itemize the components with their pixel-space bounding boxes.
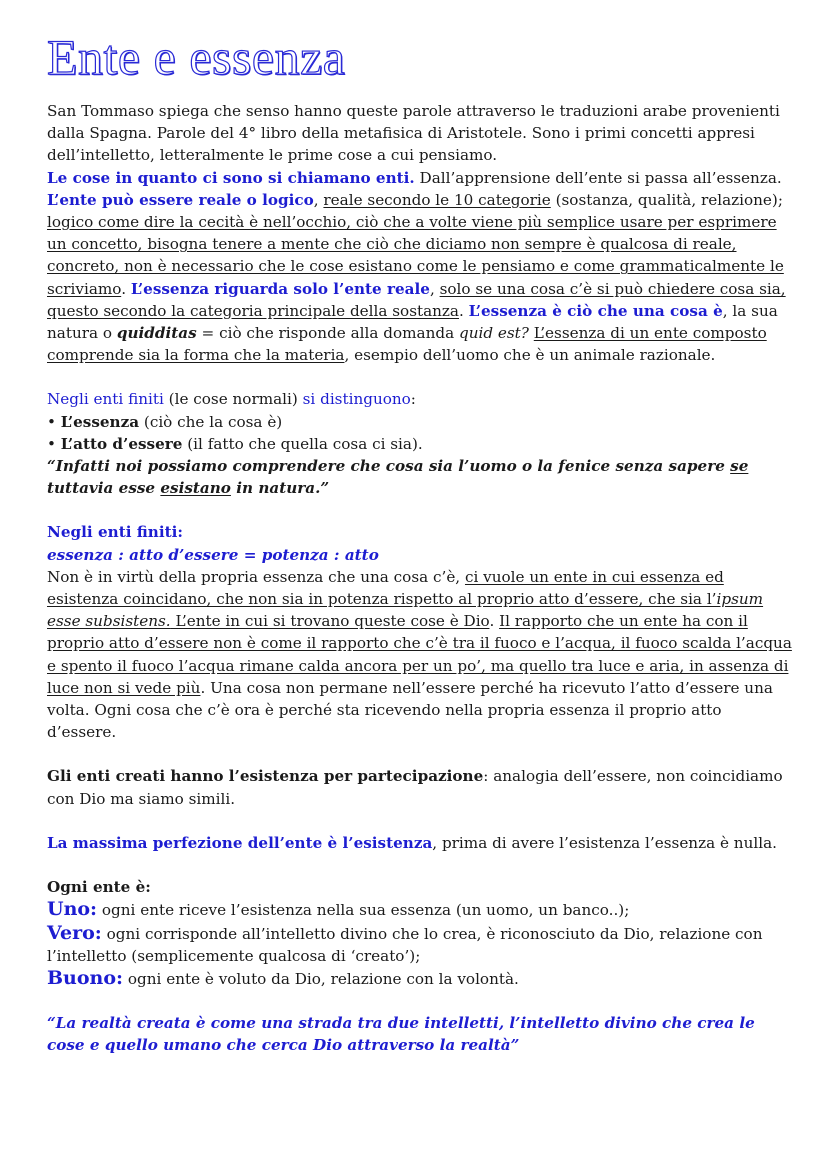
perfezione-blue: La massima perfezione dell’ente è l’esistenza	[47, 833, 433, 852]
quidditas-term: quidditas	[116, 324, 197, 343]
vero-label: Vero:	[47, 921, 102, 944]
quote-underlined: se	[730, 457, 749, 476]
potenza-atto-section	[47, 521, 792, 743]
trascendentale-item	[47, 967, 792, 990]
categorie-list: (sostanza, qualità, relazione);	[550, 190, 783, 209]
buono-text: ogni ente è voluto da Dio, relazione con la volontà.	[123, 969, 519, 988]
punct: .	[459, 301, 469, 320]
intro-paragraph	[47, 100, 792, 366]
section-heading: Negli enti finiti:	[47, 523, 184, 542]
enti-definition: Le cose in quanto ci sono si chiamano enti.	[47, 168, 415, 187]
risponde-text: = ciò che risponde alla domanda	[196, 324, 459, 343]
enti-finiti-label: Negli enti finiti	[47, 390, 164, 409]
trascendentali-section	[47, 876, 792, 990]
natura-text: , la sua natura o	[47, 301, 778, 343]
bullet-bold: L’essenza	[60, 412, 140, 431]
perfezione-paragraph	[47, 832, 792, 854]
quote-underlined: esistano	[160, 479, 231, 498]
partecipazione-paragraph	[47, 765, 792, 809]
fenice-quote	[47, 455, 792, 499]
uno-label: Uno:	[47, 898, 98, 921]
enti-finiti-section	[47, 388, 792, 499]
section-heading: Ogni ente è:	[47, 878, 151, 897]
intro-text: San Tommaso spiega che senso hanno queste parole attraverso le traduzioni arabe provenienti dalla Spagna. Parole del 4° libro della metafisica di Aristotele. Sono i primi concetti appresi dell’intelletto, letteralmente le prime cose a cui pensiamo.	[47, 102, 780, 165]
trascendentale-item	[47, 898, 792, 921]
buono-label: Buono:	[47, 966, 124, 989]
ipsum-esse-term: ipsum esse subsistens.	[47, 590, 764, 631]
si-distinguono: si distinguono	[302, 390, 411, 409]
punct: ,	[429, 279, 440, 298]
closing-quote: “La realtà creata è come una strada tra due intelletti, l’intelletto divino che crea le cose e quello umano che cerca Dio attraverso la realtà”	[47, 1014, 755, 1055]
logico-explanation: logico come dire la cecità è nell’occhio, ciò che a volte viene più semplice usare per esprimere un concetto, bisogna tenere a mente che ciò che diciamo non sempre è qualcosa di reale, concreto, non è necessario che le cose esistano come le pensiamo e come grammaticalmente le scriviamo	[47, 213, 784, 298]
quote-part: in natura.”	[230, 479, 330, 498]
bullet-item	[47, 411, 792, 433]
quote-part: “Infatti noi possiamo comprendere che cosa sia l’uomo o la fenice senza sapere	[47, 457, 731, 476]
punct: :	[410, 390, 416, 409]
trascendentale-item	[47, 922, 792, 967]
ente-composto: L’essenza di un ente composto comprende sia la forma che la materia	[47, 324, 767, 365]
bullet-icon: •	[47, 434, 56, 453]
partecipazione-bold: Gli enti creati hanno l’esistenza per partecipazione	[47, 767, 484, 786]
bullet-item	[47, 433, 792, 455]
essenza-definition: L’essenza è ciò che una cosa è	[468, 301, 723, 320]
dio-text: L’ente in cui si trovano queste cose è Dio	[170, 612, 490, 631]
quote-part: tuttavia esse	[47, 479, 161, 498]
ente-reale-logico: L’ente può essere reale o logico	[47, 190, 314, 209]
punct: .	[489, 612, 500, 631]
cose-normali: (le cose normali)	[163, 390, 303, 409]
page-title: Ente e essenza	[47, 29, 346, 85]
nulla-text: , prima di avere l’esistenza l’essenza è nulla.	[432, 833, 777, 852]
vero-text: ogni corrisponde all’intelletto divino che lo crea, è riconosciuto da Dio, relazione con l’intelletto (semplicemente qualcosa di ‘creato’);	[47, 924, 763, 965]
formula: essenza : atto d’essere = potenza : atto	[47, 545, 379, 564]
essenza-ente-reale: L’essenza riguarda solo l’ente reale	[130, 279, 430, 298]
fuoco-luce-analogy: Il rapporto che un ente ha con il proprio atto d’essere non è come il rapporto che c’è tra il fuoco e l’acqua, il fuoco scalda l’acqua e spento il fuoco l’acqua rimane calda ancora per un po’, ma quello tra luce e aria, in assenza di luce non si vede più	[47, 612, 792, 697]
ente-coincidenza: ci vuole un ente in cui essenza ed esistenza coincidano, che non sia in potenza rispetto al proprio atto d’essere, che sia l’	[47, 567, 724, 609]
esempio-uomo: , esempio dell’uomo che è un animale razionale.	[344, 346, 716, 365]
quid-est-term: quid est?	[458, 324, 529, 343]
punct: .	[121, 279, 131, 298]
bullet-text: (il fatto che quella cosa ci sia).	[182, 434, 423, 453]
punct: ,	[313, 190, 324, 209]
reale-categorie: reale secondo le 10 categorie	[323, 190, 551, 209]
apprensione-text: Dall’apprensione dell’ente si passa all’essenza.	[414, 168, 782, 187]
bullet-bold: L’atto d’essere	[60, 434, 183, 453]
sostanza-explanation: solo se una cosa c’è si può chiedere cosa sia, questo secondo la categoria principale della sostanza	[47, 279, 786, 320]
virtu-text: Non è in virtù della propria essenza che una cosa c’è,	[47, 567, 465, 586]
analogia-text: : analogia dell’essere, non coincidiamo con Dio ma siamo simili.	[47, 767, 783, 808]
permanenza-text: . Una cosa non permane nell’essere perché ha ricevuto l’atto d’essere una volta. Ogni cosa che c’è ora è perché sta ricevendo nella propria essenza il proprio atto d’essere.	[47, 678, 773, 742]
bullet-text: (ciò che la cosa è)	[139, 412, 283, 431]
uno-text: ogni ente riceve l’esistenza nella sua essenza (un uomo, un banco..);	[97, 901, 630, 920]
bullet-icon: •	[47, 412, 56, 431]
